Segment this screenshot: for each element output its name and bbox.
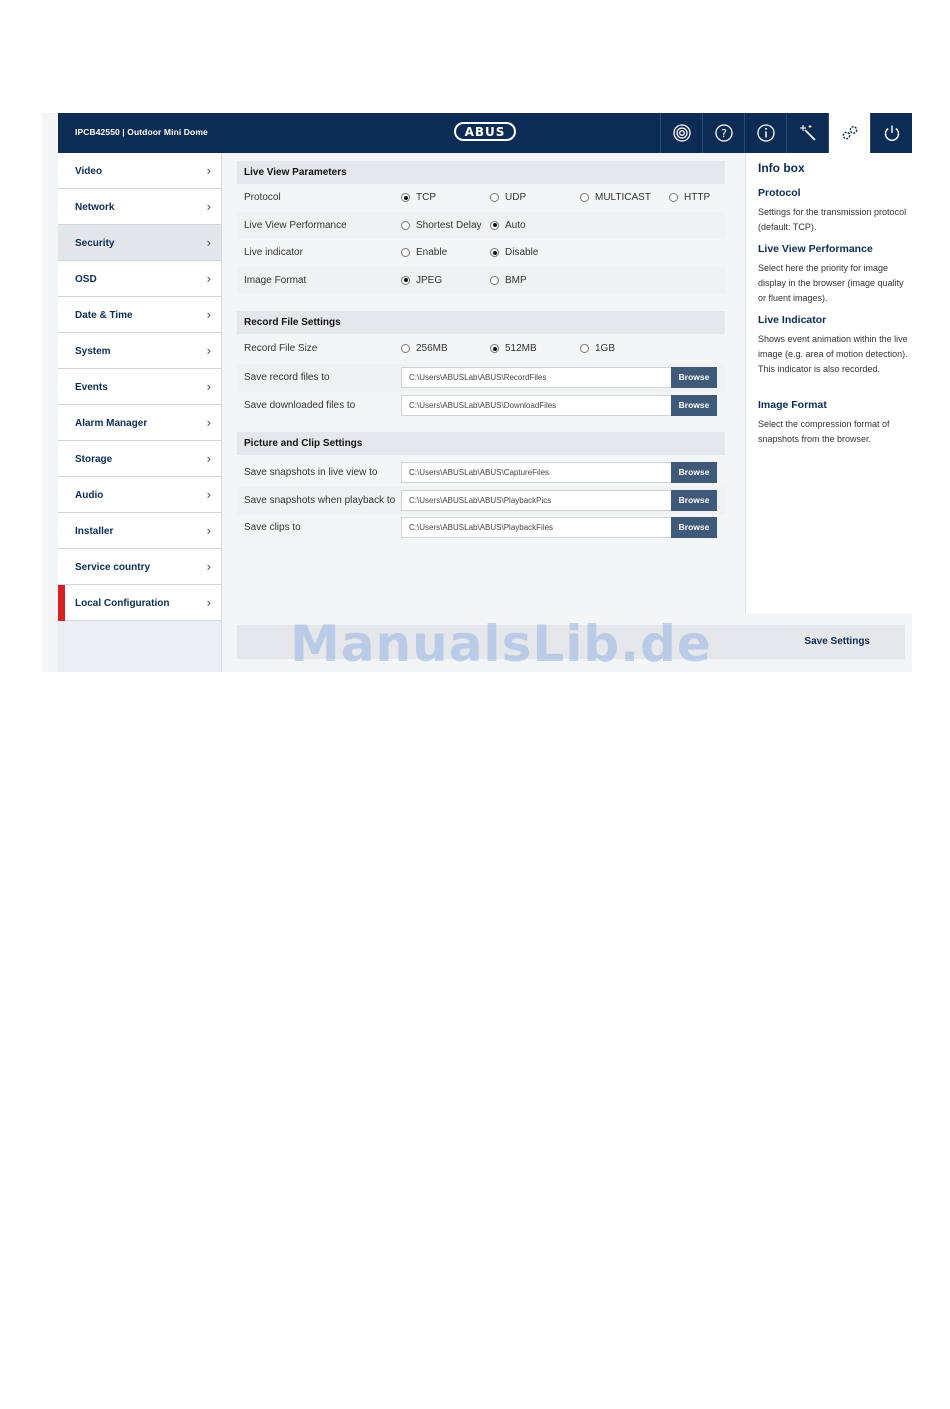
indicator-radio-disable[interactable]: Disable — [490, 247, 538, 258]
live-indicator-label: Live indicator — [244, 247, 303, 258]
watermark: ManualsLib.de — [290, 615, 712, 672]
record-path-label: Save record files to — [244, 372, 330, 383]
clips-row — [237, 514, 725, 542]
svg-text:?: ? — [720, 127, 727, 140]
info-section-live-indicator: Live Indicator Shows event animation within the live image (e.g. area of motion detection). This indicator is also recorded. — [758, 314, 908, 374]
chevron-right-icon: › — [206, 451, 211, 466]
record-path-input[interactable]: C:\Users\ABUSLab\ABUS\RecordFiles — [401, 367, 672, 388]
size-radio-1gb[interactable]: 1GB — [580, 343, 615, 354]
settings-panel — [237, 161, 725, 542]
device-title: IPCB42550 | Outdoor Mini Dome — [75, 127, 208, 137]
download-path-row — [237, 392, 725, 420]
logout-button[interactable] — [870, 113, 912, 153]
image-format-label: Image Format — [244, 274, 307, 286]
top-bar — [58, 113, 912, 153]
logo-text: ABUS — [464, 124, 506, 139]
performance-row — [237, 212, 725, 240]
info-box — [745, 153, 912, 613]
live-view-icon — [672, 123, 692, 143]
record-size-row — [237, 334, 725, 364]
chevron-right-icon: › — [206, 379, 211, 394]
power-icon — [882, 123, 902, 143]
sidebar-item-storage[interactable] — [58, 441, 221, 477]
sidebar-item-audio[interactable] — [58, 477, 221, 513]
download-path-label: Save downloaded files to — [244, 399, 356, 411]
protocol-row — [237, 184, 725, 212]
sidebar-item-label: Network — [75, 202, 115, 213]
configuration-button[interactable] — [828, 113, 870, 153]
sidebar — [58, 153, 222, 672]
snapshot-playback-row — [237, 487, 725, 515]
clips-path-input[interactable]: C:\Users\ABUSLab\ABUS\PlaybackFiles — [401, 517, 672, 538]
sidebar-item-label: Service country — [75, 562, 151, 573]
sidebar-item-label: Video — [75, 166, 103, 177]
sidebar-item-label: Alarm Manager — [75, 418, 148, 429]
info-button[interactable] — [744, 113, 786, 153]
sidebar-item-security[interactable] — [58, 225, 221, 261]
sidebar-item-video[interactable] — [58, 153, 221, 189]
format-radio-bmp[interactable]: BMP — [490, 275, 527, 286]
snapshot-live-label: Save snapshots in live view to — [244, 467, 378, 478]
wizard-icon — [798, 123, 818, 143]
app-window — [42, 113, 912, 672]
snapshot-live-path-input[interactable]: C:\Users\ABUSLab\ABUS\CaptureFiles — [401, 462, 672, 483]
chevron-right-icon: › — [206, 199, 211, 214]
size-radio-256mb[interactable]: 256MB — [401, 343, 448, 354]
chevron-right-icon: › — [206, 487, 211, 502]
indicator-radio-enable[interactable]: Enable — [401, 247, 447, 258]
clips-label: Save clips to — [244, 522, 301, 533]
sidebar-item-network[interactable] — [58, 189, 221, 225]
sidebar-item-local-configuration[interactable] — [58, 585, 221, 621]
save-settings-button[interactable]: Save Settings — [804, 636, 870, 647]
format-radio-jpeg[interactable]: JPEG — [401, 275, 442, 286]
size-radio-512mb[interactable]: 512MB — [490, 343, 537, 354]
section-title-live-view: Live View Parameters — [237, 161, 725, 184]
sidebar-item-label: Local Configuration — [75, 598, 170, 609]
live-view-button[interactable] — [660, 113, 702, 153]
sidebar-item-installer[interactable] — [58, 513, 221, 549]
snapshot-playback-label: Save snapshots when playback to — [244, 494, 396, 506]
sidebar-item-service-country[interactable] — [58, 549, 221, 585]
chevron-right-icon: › — [206, 307, 211, 322]
performance-radio-shortest-delay[interactable]: Shortest Delay — [401, 220, 482, 231]
performance-label: Live View Performance — [244, 219, 347, 231]
info-box-title: Info box — [758, 161, 805, 175]
sidebar-item-label: OSD — [75, 274, 97, 285]
chevron-right-icon: › — [206, 523, 211, 538]
info-section-performance: Live View Performance Select here the priority for image display in the browser (image quality or fluent images). — [758, 243, 904, 303]
protocol-radio-http[interactable]: HTTP — [669, 192, 710, 203]
section-title-picture: Picture and Clip Settings — [237, 432, 725, 455]
protocol-radio-multicast[interactable]: MULTICAST — [580, 192, 651, 203]
chevron-right-icon: › — [206, 235, 211, 250]
abus-logo — [454, 122, 516, 141]
chevron-right-icon: › — [206, 163, 211, 178]
sidebar-item-label: Storage — [75, 454, 113, 465]
help-icon — [714, 123, 734, 143]
wizard-button[interactable] — [786, 113, 828, 153]
settings-icon — [840, 123, 860, 143]
sidebar-item-label: Date & Time — [75, 310, 133, 321]
sidebar-item-date-time[interactable] — [58, 297, 221, 333]
sidebar-item-label: Security — [75, 238, 115, 249]
sidebar-item-label: Installer — [75, 526, 114, 537]
protocol-radio-udp[interactable]: UDP — [490, 192, 526, 203]
download-path-input[interactable]: C:\Users\ABUSLab\ABUS\DownloadFiles — [401, 395, 672, 416]
record-size-label: Record File Size — [244, 343, 318, 354]
record-path-row — [237, 364, 725, 392]
info-icon — [756, 123, 776, 143]
info-section-image-format: Image Format Select the compression format of snapshots from the browser. — [758, 399, 890, 444]
sidebar-item-osd[interactable] — [58, 261, 221, 297]
snapshot-live-row — [237, 459, 725, 487]
sidebar-item-system[interactable] — [58, 333, 221, 369]
chevron-right-icon: › — [206, 415, 211, 430]
sidebar-item-events[interactable] — [58, 369, 221, 405]
sidebar-item-label: Events — [75, 382, 108, 393]
performance-radio-auto[interactable]: Auto — [490, 220, 526, 231]
sidebar-item-alarm-manager[interactable] — [58, 405, 221, 441]
browse-button[interactable]: Browse — [671, 517, 717, 538]
image-format-row — [237, 267, 725, 295]
chevron-right-icon: › — [206, 343, 211, 358]
snapshot-playback-path-input[interactable]: C:\Users\ABUSLab\ABUS\PlaybackPics — [401, 490, 672, 511]
chevron-right-icon: › — [206, 595, 211, 610]
live-indicator-row — [237, 239, 725, 267]
help-button[interactable] — [702, 113, 744, 153]
browse-button[interactable]: Browse — [671, 462, 717, 483]
protocol-label: Protocol — [244, 192, 281, 203]
chevron-right-icon: › — [206, 559, 211, 574]
info-section-protocol: Protocol Settings for the transmission protocol (default: TCP). — [758, 187, 907, 232]
section-title-record: Record File Settings — [237, 311, 725, 334]
browse-button[interactable]: Browse — [671, 490, 717, 511]
sidebar-item-label: System — [75, 346, 111, 357]
protocol-radio-tcp[interactable]: TCP — [401, 192, 436, 203]
sidebar-item-label: Audio — [75, 490, 104, 501]
browse-button[interactable]: Browse — [671, 367, 717, 388]
chevron-right-icon: › — [206, 271, 211, 286]
browse-button[interactable]: Browse — [671, 395, 717, 416]
